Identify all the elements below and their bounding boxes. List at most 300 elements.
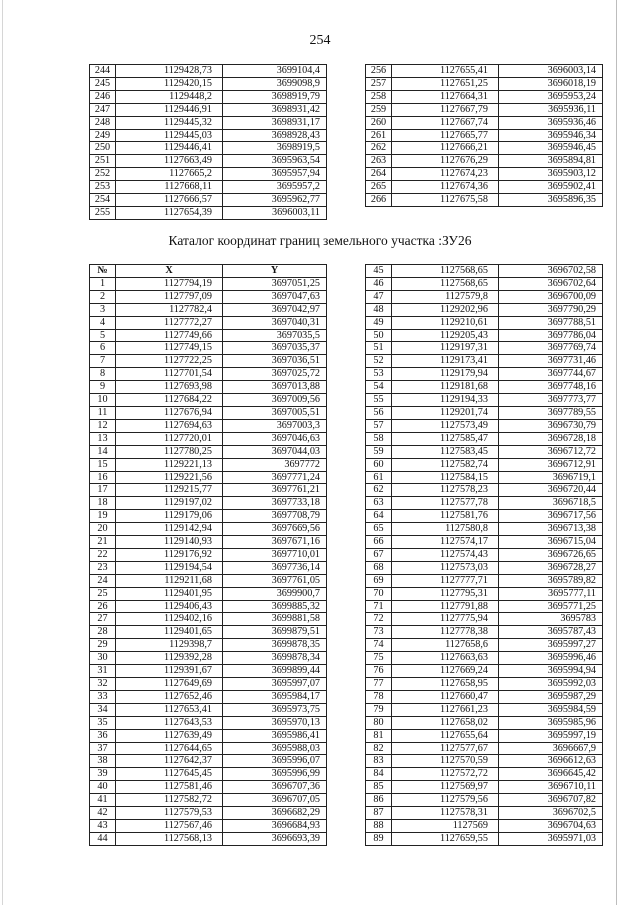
x-coordinate: 1129202,96 bbox=[392, 303, 499, 316]
table-row bbox=[90, 419, 327, 432]
table-row bbox=[366, 665, 603, 678]
y-coordinate: 3697035,37 bbox=[223, 342, 327, 355]
main-left-coordinate-table bbox=[89, 264, 327, 846]
x-coordinate: 1129215,77 bbox=[116, 484, 223, 497]
point-number: 252 bbox=[90, 168, 116, 181]
x-coordinate: 1127722,25 bbox=[116, 355, 223, 368]
y-coordinate: 3698931,17 bbox=[223, 116, 327, 129]
point-number: 1 bbox=[90, 277, 116, 290]
x-coordinate: 1127777,71 bbox=[392, 574, 499, 587]
y-coordinate: 3697731,46 bbox=[499, 355, 603, 368]
point-number: 19 bbox=[90, 510, 116, 523]
table-row bbox=[90, 342, 327, 355]
y-coordinate: 3696707,36 bbox=[223, 781, 327, 794]
y-coordinate: 3697042,97 bbox=[223, 303, 327, 316]
point-number: 55 bbox=[366, 394, 392, 407]
x-coordinate: 1127639,49 bbox=[116, 729, 223, 742]
x-coordinate: 1127676,94 bbox=[116, 406, 223, 419]
point-number: 79 bbox=[366, 703, 392, 716]
point-number: 29 bbox=[90, 639, 116, 652]
x-coordinate: 1127654,39 bbox=[116, 206, 223, 219]
table-row bbox=[90, 819, 327, 832]
x-coordinate: 1127694,63 bbox=[116, 419, 223, 432]
y-coordinate: 3696702,58 bbox=[499, 265, 603, 278]
point-number: 47 bbox=[366, 290, 392, 303]
x-coordinate: 1127582,72 bbox=[116, 794, 223, 807]
x-coordinate: 1127778,38 bbox=[392, 626, 499, 639]
y-coordinate: 3697744,67 bbox=[499, 368, 603, 381]
x-coordinate: 1127669,24 bbox=[392, 665, 499, 678]
point-number: 245 bbox=[90, 77, 116, 90]
point-number: 37 bbox=[90, 742, 116, 755]
table-row bbox=[366, 523, 603, 536]
point-number: 75 bbox=[366, 652, 392, 665]
y-coordinate: 3699885,32 bbox=[223, 600, 327, 613]
table-row bbox=[90, 381, 327, 394]
y-coordinate: 3696712,91 bbox=[499, 458, 603, 471]
table-row bbox=[366, 432, 603, 445]
y-coordinate: 3696702,64 bbox=[499, 277, 603, 290]
x-coordinate: 1127655,41 bbox=[392, 65, 499, 78]
y-coordinate: 3697733,18 bbox=[223, 497, 327, 510]
table-row bbox=[366, 277, 603, 290]
y-coordinate: 3696707,82 bbox=[499, 794, 603, 807]
table-row bbox=[90, 355, 327, 368]
y-coordinate: 3696707,05 bbox=[223, 794, 327, 807]
point-number: 5 bbox=[90, 329, 116, 342]
y-coordinate: 3697748,16 bbox=[499, 381, 603, 394]
x-coordinate: 1129201,74 bbox=[392, 406, 499, 419]
table-row bbox=[366, 626, 603, 639]
x-coordinate: 1127652,46 bbox=[116, 690, 223, 703]
table-row bbox=[366, 65, 603, 78]
table-row bbox=[366, 381, 603, 394]
table-row bbox=[366, 639, 603, 652]
table-row bbox=[90, 600, 327, 613]
point-number: 261 bbox=[366, 129, 392, 142]
y-coordinate: 3695984,59 bbox=[499, 703, 603, 716]
point-number: 60 bbox=[366, 458, 392, 471]
table-row bbox=[90, 626, 327, 639]
table-row bbox=[90, 768, 327, 781]
y-coordinate: 3696704,63 bbox=[499, 819, 603, 832]
y-coordinate: 3695997,19 bbox=[499, 729, 603, 742]
y-coordinate: 3695987,29 bbox=[499, 690, 603, 703]
x-coordinate: 1129401,95 bbox=[116, 587, 223, 600]
y-coordinate: 3697046,63 bbox=[223, 432, 327, 445]
x-coordinate: 1127782,4 bbox=[116, 303, 223, 316]
point-number: 53 bbox=[366, 368, 392, 381]
table-row bbox=[366, 561, 603, 574]
y-coordinate: 3696645,42 bbox=[499, 768, 603, 781]
x-coordinate: 1127665,2 bbox=[116, 168, 223, 181]
point-number: 6 bbox=[90, 342, 116, 355]
y-coordinate: 3697771,24 bbox=[223, 471, 327, 484]
table-row bbox=[366, 832, 603, 845]
y-coordinate: 3698919,79 bbox=[223, 90, 327, 103]
table-row bbox=[90, 742, 327, 755]
table-row bbox=[366, 290, 603, 303]
y-coordinate: 3697047,63 bbox=[223, 290, 327, 303]
y-coordinate: 3696693,39 bbox=[223, 832, 327, 845]
table-row bbox=[366, 781, 603, 794]
x-coordinate: 1127658,95 bbox=[392, 678, 499, 691]
point-number: 69 bbox=[366, 574, 392, 587]
point-number: 57 bbox=[366, 419, 392, 432]
x-coordinate: 1127665,77 bbox=[392, 129, 499, 142]
point-number: 36 bbox=[90, 729, 116, 742]
x-coordinate: 1129142,94 bbox=[116, 523, 223, 536]
table-row bbox=[366, 181, 603, 194]
x-coordinate: 1127674,36 bbox=[392, 181, 499, 194]
point-number: 41 bbox=[90, 794, 116, 807]
y-coordinate: 3695986,41 bbox=[223, 729, 327, 742]
y-coordinate: 3695992,03 bbox=[499, 678, 603, 691]
x-coordinate: 1127577,67 bbox=[392, 742, 499, 755]
point-number: 250 bbox=[90, 142, 116, 155]
x-coordinate: 1127568,65 bbox=[392, 265, 499, 278]
point-number: 63 bbox=[366, 497, 392, 510]
x-coordinate: 1129446,41 bbox=[116, 142, 223, 155]
header-row bbox=[90, 265, 327, 278]
x-coordinate: 1127658,02 bbox=[392, 716, 499, 729]
x-coordinate: 1129140,93 bbox=[116, 536, 223, 549]
top-left-coordinate-table bbox=[89, 64, 327, 220]
point-number: 18 bbox=[90, 497, 116, 510]
point-number: 73 bbox=[366, 626, 392, 639]
x-coordinate: 1129181,68 bbox=[392, 381, 499, 394]
y-coordinate: 3695953,24 bbox=[499, 90, 603, 103]
point-number: 45 bbox=[366, 265, 392, 278]
y-coordinate: 3697035,5 bbox=[223, 329, 327, 342]
point-number: 58 bbox=[366, 432, 392, 445]
x-coordinate: 1127578,23 bbox=[392, 484, 499, 497]
point-number: 266 bbox=[366, 194, 392, 207]
point-number: 251 bbox=[90, 155, 116, 168]
table-row bbox=[90, 587, 327, 600]
table-row bbox=[366, 129, 603, 142]
point-number: 49 bbox=[366, 316, 392, 329]
x-coordinate: 1127666,21 bbox=[392, 142, 499, 155]
table-row bbox=[90, 129, 327, 142]
x-coordinate: 1129428,73 bbox=[116, 65, 223, 78]
y-coordinate: 3695946,34 bbox=[499, 129, 603, 142]
point-number: 246 bbox=[90, 90, 116, 103]
x-coordinate: 1127663,63 bbox=[392, 652, 499, 665]
point-number: 76 bbox=[366, 665, 392, 678]
table-row bbox=[90, 445, 327, 458]
y-coordinate: 3695936,46 bbox=[499, 116, 603, 129]
y-coordinate: 3695985,96 bbox=[499, 716, 603, 729]
y-coordinate: 3697710,01 bbox=[223, 548, 327, 561]
point-number: 42 bbox=[90, 807, 116, 820]
table-row bbox=[90, 303, 327, 316]
y-coordinate: 3697013,88 bbox=[223, 381, 327, 394]
table-row bbox=[90, 458, 327, 471]
x-coordinate: 1129194,54 bbox=[116, 561, 223, 574]
point-number: 12 bbox=[90, 419, 116, 432]
point-number: 68 bbox=[366, 561, 392, 574]
point-number: 50 bbox=[366, 329, 392, 342]
point-number: 52 bbox=[366, 355, 392, 368]
x-coordinate: 1127580,8 bbox=[392, 523, 499, 536]
y-coordinate: 3697736,14 bbox=[223, 561, 327, 574]
x-coordinate: 1127581,46 bbox=[116, 781, 223, 794]
point-number: 70 bbox=[366, 587, 392, 600]
x-coordinate: 1129211,68 bbox=[116, 574, 223, 587]
y-coordinate: 3695996,46 bbox=[499, 652, 603, 665]
x-coordinate: 1129194,33 bbox=[392, 394, 499, 407]
point-number: 17 bbox=[90, 484, 116, 497]
x-coordinate: 1127658,6 bbox=[392, 639, 499, 652]
x-coordinate: 1127574,17 bbox=[392, 536, 499, 549]
x-coordinate: 1127791,88 bbox=[392, 600, 499, 613]
point-number: 89 bbox=[366, 832, 392, 845]
table-row bbox=[90, 206, 327, 219]
table-row bbox=[90, 716, 327, 729]
x-coordinate: 1127582,74 bbox=[392, 458, 499, 471]
point-number: 264 bbox=[366, 168, 392, 181]
table-row bbox=[90, 77, 327, 90]
y-coordinate: 3696713,38 bbox=[499, 523, 603, 536]
point-number: 66 bbox=[366, 536, 392, 549]
table-row bbox=[366, 768, 603, 781]
point-number: 11 bbox=[90, 406, 116, 419]
x-coordinate: 1129197,02 bbox=[116, 497, 223, 510]
point-number: 80 bbox=[366, 716, 392, 729]
header-number: № bbox=[90, 265, 116, 278]
x-coordinate: 1127661,23 bbox=[392, 703, 499, 716]
table-row bbox=[90, 406, 327, 419]
y-coordinate: 3695997,27 bbox=[499, 639, 603, 652]
table-row bbox=[366, 807, 603, 820]
point-number: 88 bbox=[366, 819, 392, 832]
table-row bbox=[90, 277, 327, 290]
y-coordinate: 3695946,45 bbox=[499, 142, 603, 155]
x-coordinate: 1127568,13 bbox=[116, 832, 223, 845]
point-number: 244 bbox=[90, 65, 116, 78]
table-row bbox=[90, 755, 327, 768]
header-y: Y bbox=[223, 265, 327, 278]
table-row bbox=[90, 290, 327, 303]
table-row bbox=[90, 368, 327, 381]
x-coordinate: 1127579,8 bbox=[392, 290, 499, 303]
point-number: 14 bbox=[90, 445, 116, 458]
x-coordinate: 1127663,49 bbox=[116, 155, 223, 168]
y-coordinate: 3695894,81 bbox=[499, 155, 603, 168]
y-coordinate: 3697044,03 bbox=[223, 445, 327, 458]
table-row bbox=[366, 536, 603, 549]
x-coordinate: 1127578,31 bbox=[392, 807, 499, 820]
x-coordinate: 1127749,66 bbox=[116, 329, 223, 342]
table-row bbox=[366, 342, 603, 355]
point-number: 247 bbox=[90, 103, 116, 116]
y-coordinate: 3696712,72 bbox=[499, 445, 603, 458]
x-coordinate: 1129221,56 bbox=[116, 471, 223, 484]
x-coordinate: 1129392,28 bbox=[116, 652, 223, 665]
y-coordinate: 3696003,14 bbox=[499, 65, 603, 78]
point-number: 260 bbox=[366, 116, 392, 129]
point-number: 3 bbox=[90, 303, 116, 316]
y-coordinate: 3695996,07 bbox=[223, 755, 327, 768]
x-coordinate: 1127579,56 bbox=[392, 794, 499, 807]
y-coordinate: 3695902,41 bbox=[499, 181, 603, 194]
table-row bbox=[366, 703, 603, 716]
x-coordinate: 1127645,45 bbox=[116, 768, 223, 781]
point-number: 254 bbox=[90, 194, 116, 207]
x-coordinate: 1129402,16 bbox=[116, 613, 223, 626]
x-coordinate: 1127651,25 bbox=[392, 77, 499, 90]
y-coordinate: 3697040,31 bbox=[223, 316, 327, 329]
y-coordinate: 3696682,29 bbox=[223, 807, 327, 820]
y-coordinate: 3696710,11 bbox=[499, 781, 603, 794]
y-coordinate: 3696717,56 bbox=[499, 510, 603, 523]
x-coordinate: 1127772,27 bbox=[116, 316, 223, 329]
x-coordinate: 1127574,43 bbox=[392, 548, 499, 561]
point-number: 9 bbox=[90, 381, 116, 394]
y-coordinate: 3699878,35 bbox=[223, 639, 327, 652]
point-number: 13 bbox=[90, 432, 116, 445]
point-number: 20 bbox=[90, 523, 116, 536]
x-coordinate: 1127775,94 bbox=[392, 613, 499, 626]
x-coordinate: 1127577,78 bbox=[392, 497, 499, 510]
point-number: 257 bbox=[366, 77, 392, 90]
table-row bbox=[90, 574, 327, 587]
y-coordinate: 3695903,12 bbox=[499, 168, 603, 181]
table-row bbox=[366, 77, 603, 90]
table-row bbox=[366, 90, 603, 103]
x-coordinate: 1129210,61 bbox=[392, 316, 499, 329]
x-coordinate: 1127701,54 bbox=[116, 368, 223, 381]
point-number: 46 bbox=[366, 277, 392, 290]
catalog-caption: Каталог координат границ земельного участка :ЗУ26 bbox=[168, 233, 472, 248]
x-coordinate: 1129197,31 bbox=[392, 342, 499, 355]
y-coordinate: 3697671,16 bbox=[223, 536, 327, 549]
y-coordinate: 3698931,42 bbox=[223, 103, 327, 116]
y-coordinate: 3696726,65 bbox=[499, 548, 603, 561]
y-coordinate: 3695957,94 bbox=[223, 168, 327, 181]
table-row bbox=[366, 548, 603, 561]
x-coordinate: 1129445,03 bbox=[116, 129, 223, 142]
point-number: 74 bbox=[366, 639, 392, 652]
table-row bbox=[366, 419, 603, 432]
point-number: 87 bbox=[366, 807, 392, 820]
y-coordinate: 3697790,29 bbox=[499, 303, 603, 316]
x-coordinate: 1127642,37 bbox=[116, 755, 223, 768]
table-row bbox=[366, 103, 603, 116]
x-coordinate: 1127684,22 bbox=[116, 394, 223, 407]
y-coordinate: 3697772 bbox=[223, 458, 327, 471]
y-coordinate: 3696612,63 bbox=[499, 755, 603, 768]
table-row bbox=[90, 781, 327, 794]
y-coordinate: 3695970,13 bbox=[223, 716, 327, 729]
point-number: 62 bbox=[366, 484, 392, 497]
table-row bbox=[366, 142, 603, 155]
table-row bbox=[366, 484, 603, 497]
x-coordinate: 1127660,47 bbox=[392, 690, 499, 703]
table-row bbox=[366, 510, 603, 523]
x-coordinate: 1129173,41 bbox=[392, 355, 499, 368]
table-row bbox=[90, 116, 327, 129]
point-number: 22 bbox=[90, 548, 116, 561]
point-number: 25 bbox=[90, 587, 116, 600]
point-number: 16 bbox=[90, 471, 116, 484]
y-coordinate: 3695777,11 bbox=[499, 587, 603, 600]
x-coordinate: 1127795,31 bbox=[392, 587, 499, 600]
point-number: 27 bbox=[90, 613, 116, 626]
point-number: 51 bbox=[366, 342, 392, 355]
y-coordinate: 3696715,04 bbox=[499, 536, 603, 549]
x-coordinate: 1127573,03 bbox=[392, 561, 499, 574]
y-coordinate: 3695994,94 bbox=[499, 665, 603, 678]
header-x: X bbox=[116, 265, 223, 278]
y-coordinate: 3695936,11 bbox=[499, 103, 603, 116]
point-number: 34 bbox=[90, 703, 116, 716]
point-number: 24 bbox=[90, 574, 116, 587]
table-row bbox=[366, 303, 603, 316]
y-coordinate: 3697051,25 bbox=[223, 277, 327, 290]
table-row bbox=[90, 484, 327, 497]
x-coordinate: 1127659,55 bbox=[392, 832, 499, 845]
x-coordinate: 1127570,59 bbox=[392, 755, 499, 768]
x-coordinate: 1129179,06 bbox=[116, 510, 223, 523]
x-coordinate: 1129420,15 bbox=[116, 77, 223, 90]
x-coordinate: 1127579,53 bbox=[116, 807, 223, 820]
x-coordinate: 1127581,76 bbox=[392, 510, 499, 523]
y-coordinate: 3695962,77 bbox=[223, 194, 327, 207]
y-coordinate: 3698928,43 bbox=[223, 129, 327, 142]
y-coordinate: 3697786,04 bbox=[499, 329, 603, 342]
x-coordinate: 1127780,25 bbox=[116, 445, 223, 458]
x-coordinate: 1127653,41 bbox=[116, 703, 223, 716]
table-row bbox=[90, 394, 327, 407]
x-coordinate: 1127649,69 bbox=[116, 678, 223, 691]
table-row bbox=[366, 652, 603, 665]
point-number: 82 bbox=[366, 742, 392, 755]
y-coordinate: 3696728,27 bbox=[499, 561, 603, 574]
table-row bbox=[90, 471, 327, 484]
table-row bbox=[90, 523, 327, 536]
point-number: 249 bbox=[90, 129, 116, 142]
table-row bbox=[366, 194, 603, 207]
table-row bbox=[90, 329, 327, 342]
y-coordinate: 3695997,07 bbox=[223, 678, 327, 691]
point-number: 83 bbox=[366, 755, 392, 768]
y-coordinate: 3695971,03 bbox=[499, 832, 603, 845]
x-coordinate: 1129205,43 bbox=[392, 329, 499, 342]
y-coordinate: 3695984,17 bbox=[223, 690, 327, 703]
y-coordinate: 3695973,75 bbox=[223, 703, 327, 716]
table-row bbox=[366, 819, 603, 832]
table-row bbox=[366, 355, 603, 368]
page-number: 254 bbox=[309, 33, 331, 48]
y-coordinate: 3696003,11 bbox=[223, 206, 327, 219]
x-coordinate: 1127720,01 bbox=[116, 432, 223, 445]
table-row bbox=[90, 652, 327, 665]
table-row bbox=[90, 690, 327, 703]
table-row bbox=[366, 574, 603, 587]
point-number: 2 bbox=[90, 290, 116, 303]
x-coordinate: 1129176,92 bbox=[116, 548, 223, 561]
table-row bbox=[90, 181, 327, 194]
x-coordinate: 1129446,91 bbox=[116, 103, 223, 116]
y-coordinate: 3699104,4 bbox=[223, 65, 327, 78]
table-row bbox=[90, 794, 327, 807]
x-coordinate: 1127667,79 bbox=[392, 103, 499, 116]
table-row bbox=[90, 665, 327, 678]
y-coordinate: 3697025,72 bbox=[223, 368, 327, 381]
point-number: 248 bbox=[90, 116, 116, 129]
